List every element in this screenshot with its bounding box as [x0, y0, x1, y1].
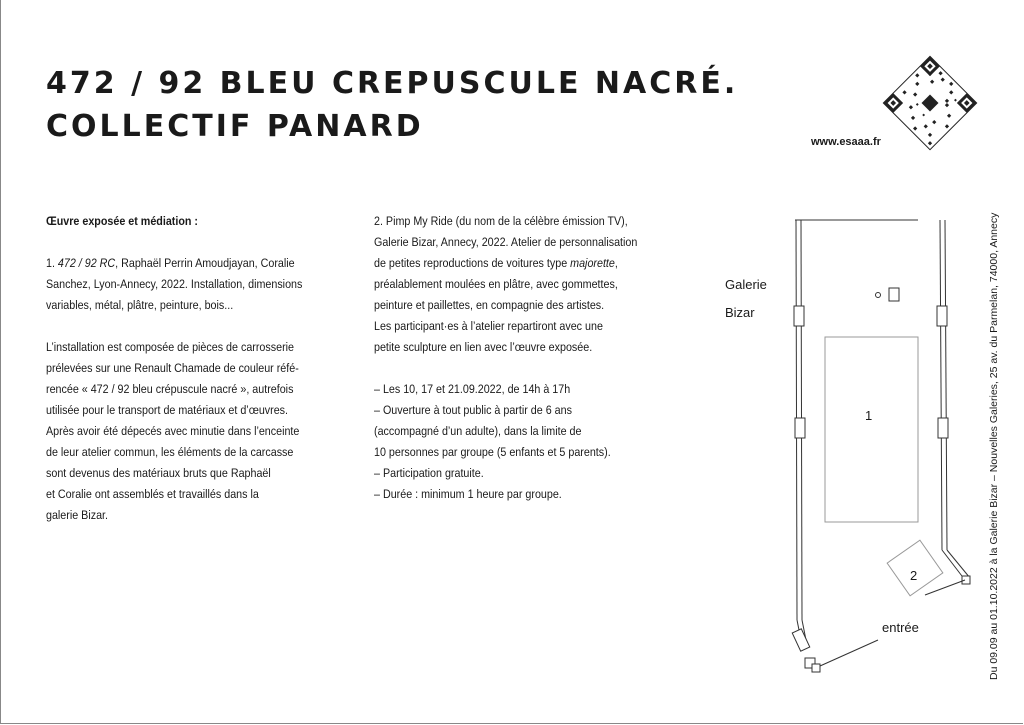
desc-line: sont devenus des matériaux bruts que Raphaël [46, 466, 271, 480]
desc-line: galerie Bizar. [46, 508, 108, 522]
plan-marker-circle [876, 293, 881, 298]
work-2-line: Galerie Bizar, Annecy, 2022. Atelier de personnalisation [374, 235, 638, 249]
plan-pillar [937, 306, 947, 326]
plan-pillar [792, 629, 810, 651]
column-middle [374, 211, 656, 505]
work-1-line-1: 1. 472 / 92 RC, Raphaël Perrin Amoudjayan, Coralie [46, 256, 295, 270]
desc-line: Après avoir été dépecés avec minutie dans l’enceinte [46, 424, 300, 438]
plan-entry-wall [820, 640, 878, 666]
work-2-line-1: 2. Pimp My Ride (du nom de la célèbre émission TV), [374, 214, 628, 228]
plan-pillar [962, 576, 970, 584]
plan-pillar [812, 664, 820, 672]
desc-line: L’installation est composée de pièces de carrosserie [46, 340, 295, 354]
work-1-line-3: variables, métal, plâtre, peinture, bois... [46, 298, 234, 312]
info-line: 10 personnes par groupe (5 enfants et 5 parents). [374, 445, 611, 459]
info-line: – Ouverture à tout public à partir de 6 ans [374, 403, 572, 417]
plan-pillar [938, 418, 948, 438]
section-heading: Œuvre exposée et médiation : [46, 214, 198, 228]
plan-wall-right-inner [945, 220, 947, 550]
plan-marker-square [889, 288, 899, 301]
plan-wall-right [940, 220, 942, 550]
info-line: – Les 10, 17 et 21.09.2022, de 14h à 17h [374, 382, 571, 396]
plan-label-2: 2 [910, 568, 918, 583]
work-2-line: de petites reproductions de voitures type majorette, [374, 256, 618, 270]
work-2-line: Les participant·es à l’atelier repartiront avec une [374, 319, 603, 333]
plan-label-bizar: Bizar [725, 305, 755, 320]
work-1-title: 472 / 92 RC [57, 256, 116, 270]
desc-line: utilisée pour le transport de matériaux et d’œuvres. [46, 403, 289, 417]
desc-line: prélevées sur une Renault Chamade de couleur réfé- [46, 361, 299, 375]
vertical-event-info: Du 09.09 au 01.10.2022 à la Galerie Bizar – Nouvelles Galeries, 25 av. du Parmelan, 74000, Annecy [988, 212, 1000, 680]
desc-line: rencée « 472 / 92 bleu crépuscule nacré », autrefois [46, 382, 294, 396]
info-line: – Durée : minimum 1 heure par groupe. [374, 487, 562, 501]
work-1-line-2: Sanchez, Lyon-Annecy, 2022. Installation, dimensions [46, 277, 303, 291]
column-left [46, 211, 328, 526]
work-2-line: préalablement moulées en plâtre, avec gommettes, [374, 277, 618, 291]
qr-code-icon [880, 55, 980, 151]
website-url: www.esaaa.fr [811, 136, 881, 148]
floor-plan [700, 200, 1000, 700]
plan-label-entree: entrée [882, 620, 919, 635]
desc-line: et Coralie ont assemblés et travaillés dans la [46, 487, 259, 501]
work-2-line: petite sculpture en lien avec l’œuvre exposée. [374, 340, 593, 354]
plan-pillar [794, 306, 804, 326]
work-2-line: peinture et paillettes, en compagnie des artistes. [374, 298, 605, 312]
plan-label-1: 1 [865, 408, 873, 423]
title-line-1: 472 / 92 BLEU CREPUSCULE NACRÉ. [46, 66, 739, 101]
plan-pillar [795, 418, 805, 438]
info-line: (accompagné d’un adulte), dans la limite de [374, 424, 582, 438]
plan-label-galerie: Galerie [725, 277, 767, 292]
title-line-2: COLLECTIF PANARD [46, 109, 424, 144]
desc-line: de leur atelier commun, les éléments de la carcasse [46, 445, 294, 459]
info-line: – Participation gratuite. [374, 466, 484, 480]
plan-area-1 [825, 337, 918, 522]
